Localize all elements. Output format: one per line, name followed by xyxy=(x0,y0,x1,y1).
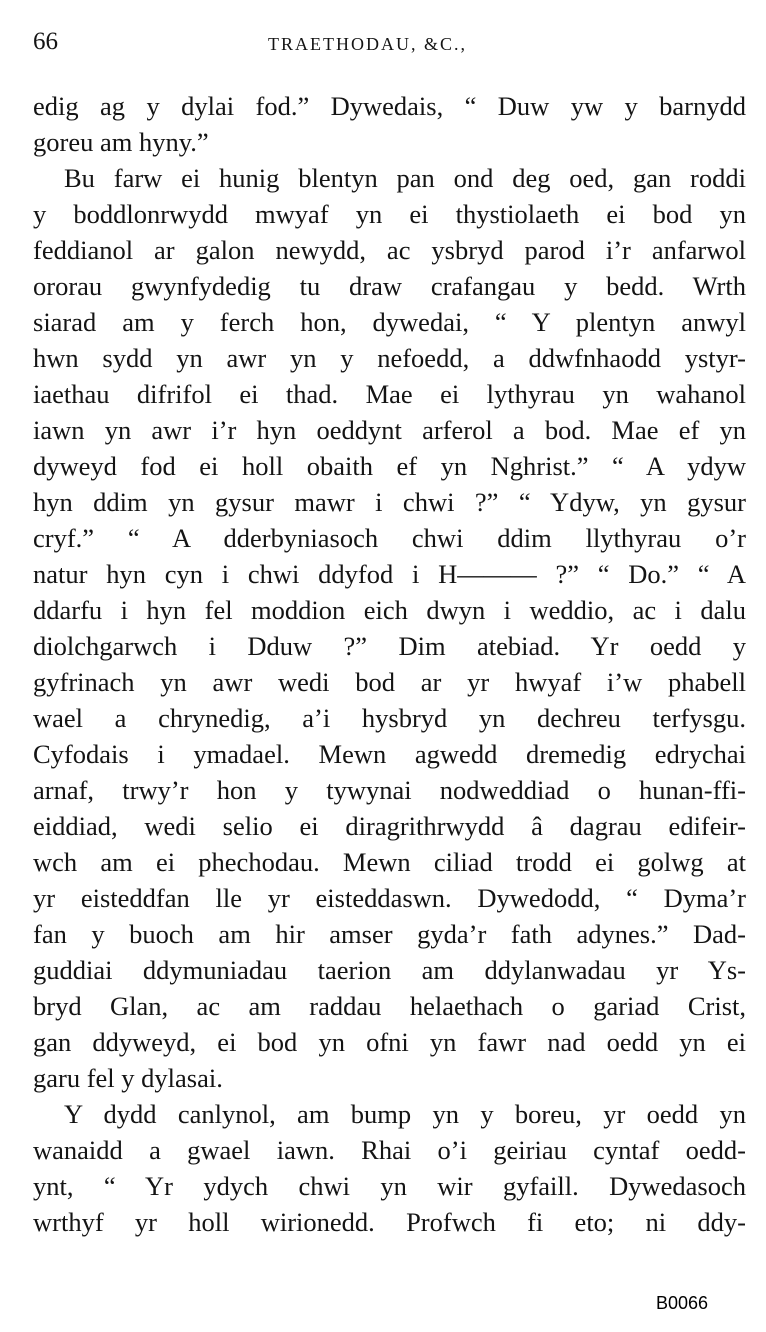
text-line: iaethau difrifol ei thad. Mae ei lythyrau yn wahanol xyxy=(33,379,746,409)
text-line: wrthyf yr holl wirionedd. Profwch fi eto; ni ddy- xyxy=(33,1207,746,1237)
text-line: Y dydd canlynol, am bump yn y boreu, yr oedd yn xyxy=(64,1099,746,1129)
text-line: Cyfodais i ymadael. Mewn agwedd dremedig edrychai xyxy=(33,739,746,769)
text-line: hyn ddim yn gysur mawr i chwi ?” “ Ydyw, yn gysur xyxy=(33,487,746,517)
page-number: 66 xyxy=(33,28,58,55)
text-line: diolchgarwch i Dduw ?” Dim atebiad. Yr oedd y xyxy=(33,631,746,661)
text-line: yr eisteddfan lle yr eisteddaswn. Dywedodd, “ Dyma’r xyxy=(33,883,746,913)
text-line: wanaidd a gwael iawn. Rhai o’i geiriau cyntaf oedd- xyxy=(33,1135,746,1165)
text-line: gan ddyweyd, ei bod yn ofni yn fawr nad oedd yn ei xyxy=(33,1027,746,1057)
catalog-code: B0066 xyxy=(656,1293,709,1313)
text-line: hwn sydd yn awr yn y nefoedd, a ddwfnhaodd ystyr- xyxy=(33,343,746,373)
text-line: dyweyd fod ei holl obaith ef yn Nghrist.” “ A ydyw xyxy=(33,451,746,481)
text-line: wch am ei phechodau. Mewn ciliad trodd ei golwg at xyxy=(33,847,746,877)
text-line: ynt, “ Yr ydych chwi yn wir gyfaill. Dywedasoch xyxy=(33,1171,746,1201)
text-line: arnaf, trwy’r hon y tywynai nodweddiad o hunan-ffi- xyxy=(33,775,746,805)
text-line: fan y buoch am hir amser gyda’r fath adynes.” Dad- xyxy=(33,919,746,949)
text-line: cryf.” “ A dderbyniasoch chwi ddim llythyrau o’r xyxy=(33,523,746,553)
text-line: wael a chrynedig, a’i hysbryd yn dechreu terfysgu. xyxy=(33,703,746,733)
text-line: bryd Glan, ac am raddau helaethach o gariad Crist, xyxy=(33,991,746,1021)
text-line: ororau gwynfydedig tu draw crafangau y bedd. Wrth xyxy=(33,271,746,301)
text-line: iawn yn awr i’r hyn oeddynt arferol a bod. Mae ef yn xyxy=(33,415,746,445)
text-line: Bu farw ei hunig blentyn pan ond deg oed, gan roddi xyxy=(64,163,746,193)
text-line: eiddiad, wedi selio ei diragrithrwydd â dagrau edifeir- xyxy=(33,811,746,841)
text-line: ddarfu i hyn fel moddion eich dwyn i weddio, ac i dalu xyxy=(33,595,746,625)
text-line: gyfrinach yn awr wedi bod ar yr hwyaf i’w phabell xyxy=(33,667,746,697)
running-title: TRAETHODAU, &C., xyxy=(268,34,467,54)
text-line: edig ag y dylai fod.” Dywedais, “ Duw yw y barnydd xyxy=(33,91,746,121)
text-line: garu fel y dylasai. xyxy=(33,1063,223,1093)
text-line: siarad am y ferch hon, dywedai, “ Y plentyn anwyl xyxy=(33,307,746,337)
text-line: natur hyn cyn i chwi ddyfod i H——— ?” “ Do.” “ A xyxy=(33,559,746,589)
text-line: goreu am hyny.” xyxy=(33,127,209,157)
text-line: guddiai ddymuniadau taerion am ddylanwadau yr Ys- xyxy=(33,955,746,985)
text-line: feddianol ar galon newydd, ac ysbryd parod i’r anfarwol xyxy=(33,235,746,265)
text-line: y boddlonrwydd mwyaf yn ei thystiolaeth ei bod yn xyxy=(33,199,746,229)
